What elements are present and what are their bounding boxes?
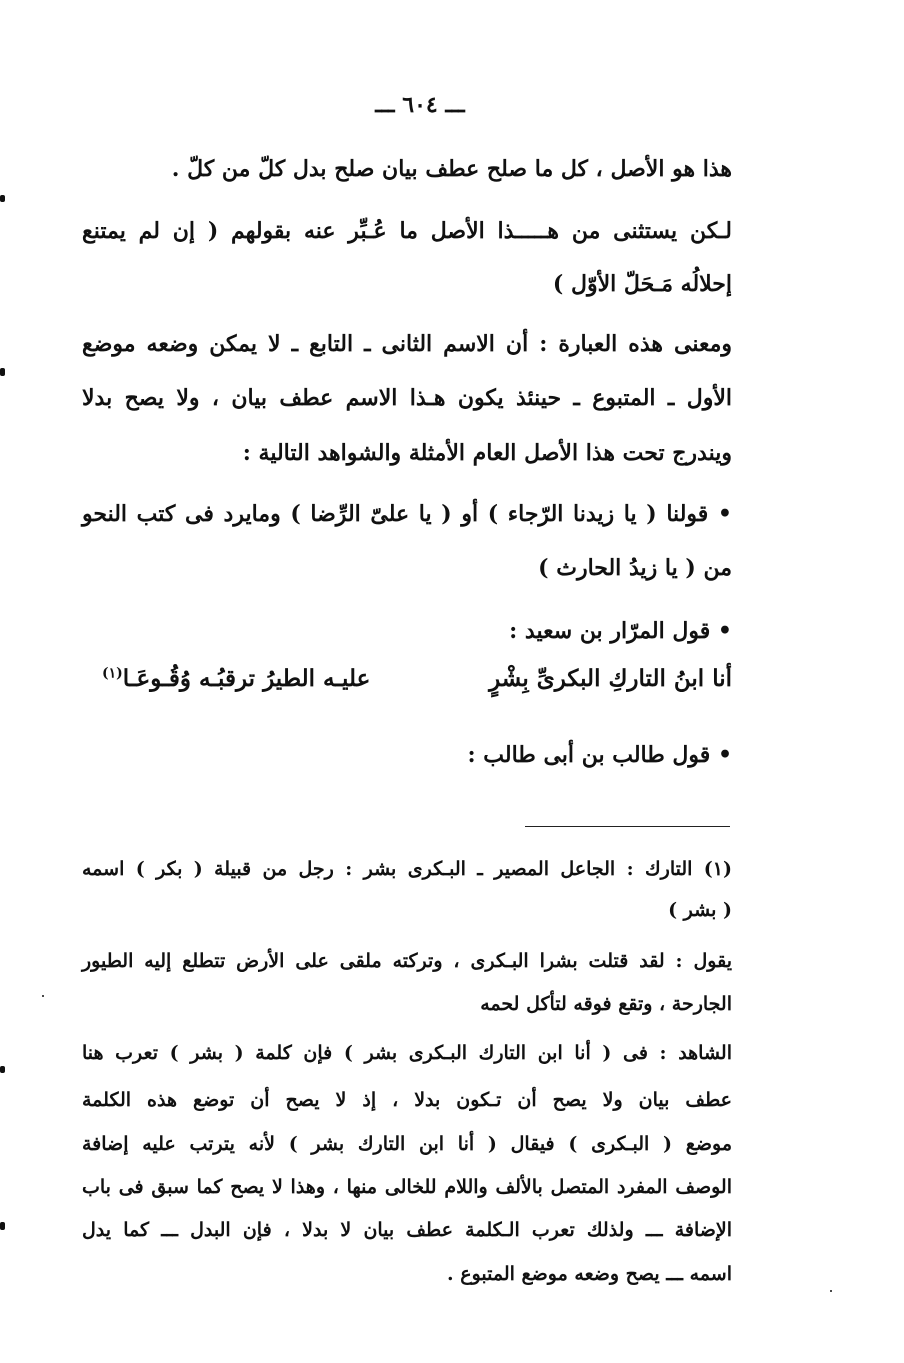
body-line: إحلالُه مَـحَلّ الأوّل ): [552, 271, 732, 297]
body-line: الأول ـ المتبوع ـ حينئذ يكون هـذا الاسم عطف بيان ، ولا يصح بدلا: [82, 385, 732, 411]
footnote-line: الوصف المفرد المتصل بالألف واللام للخالى منها ، وهذا لا يصح كما سبق فى باب: [82, 1176, 732, 1198]
footnote-line: (١) التارك : الجاعل المصير ـ البـكرى بشر : رجل من قبيلة ( بكر ) اسمه: [82, 858, 732, 880]
body-line: ويندرج تحت هذا الأصل العام الأمثلة والشواهد التالية :: [242, 440, 732, 466]
verse-second-hemistich-text: عليـه الطيرُ ترقبُـه وُقُـوعَـا: [122, 665, 371, 692]
poetry-verse: [82, 665, 732, 705]
scan-edge-mark: [0, 368, 5, 376]
footnote-line: يقول : لقد قتلت بشرا البـكرى ، وتركته ملقى على الأرض تتطلع إليه الطيور: [82, 950, 732, 972]
footnote-line: الجارحة ، وتقع فوقه لتأكل لحمه: [480, 993, 732, 1015]
body-line: ومعنى هذه العبارة : أن الاسم الثانى ـ التابع ـ لا يمكن وضعه موضع: [82, 331, 732, 357]
footnote-line: موضع ( البـكرى ) فيقال ( أنا ابن التارك بشر ) لأنه يترتب عليه إضافة: [82, 1133, 732, 1155]
scan-edge-mark: [0, 1222, 5, 1230]
page-number: ـــ ٦٠٤ ـــ: [375, 92, 465, 118]
body-line: • قولنا ( يا زيدنا الرّجاء ) أو ( يا علىّ الرِّضا ) ومايرد فى كتب النحو: [82, 501, 732, 527]
verse-second-hemistich: [102, 665, 370, 692]
body-line: لـكن يستثنى من هـــــذا الأصل ما عُـبِّر عنه بقولهم ( إن لم يمتنع: [82, 218, 732, 244]
body-line: هذا هو الأصل ، كل ما صلح عطف بيان صلح بدل كلّ من كلّ .: [171, 156, 732, 182]
footnote-line: عطف بيان ولا يصح أن تـكون بدلا ، إذ لا يصح أن توضع هذه الكلمة: [82, 1089, 732, 1111]
footnote-line: الإضافة ـــ ولذلك تعرب الـكلمة عطف بيان لا بدلا ، فإن البدل ـــ كما يدل: [82, 1219, 732, 1241]
scan-speck: [42, 995, 44, 997]
body-line: • قول المرّار بن سعيد :: [509, 618, 732, 644]
verse-first-hemistich: أنا ابنُ التاركِ البكرىِّ بِشْرٍ: [489, 665, 732, 692]
body-line: • قول طالب بن أبى طالب :: [467, 742, 732, 768]
body-line: من ( يا زيدُ الحارث ): [538, 555, 732, 581]
scan-edge-mark: [0, 195, 5, 202]
footnote-line: ( بشر ): [668, 899, 732, 921]
footnote-line: الشاهد : فى ( أنا ابن التارك البـكرى بشر ) فإن كلمة ( بشر ) تعرب هنا: [82, 1042, 732, 1064]
scan-speck: [830, 1290, 832, 1292]
footnote-separator: [525, 826, 730, 827]
scan-edge-mark: [0, 1066, 5, 1073]
footnote-line: اسمه ـــ يصح وضعه موضع المتبوع .: [447, 1263, 732, 1285]
footnote-reference: (١): [102, 665, 123, 682]
